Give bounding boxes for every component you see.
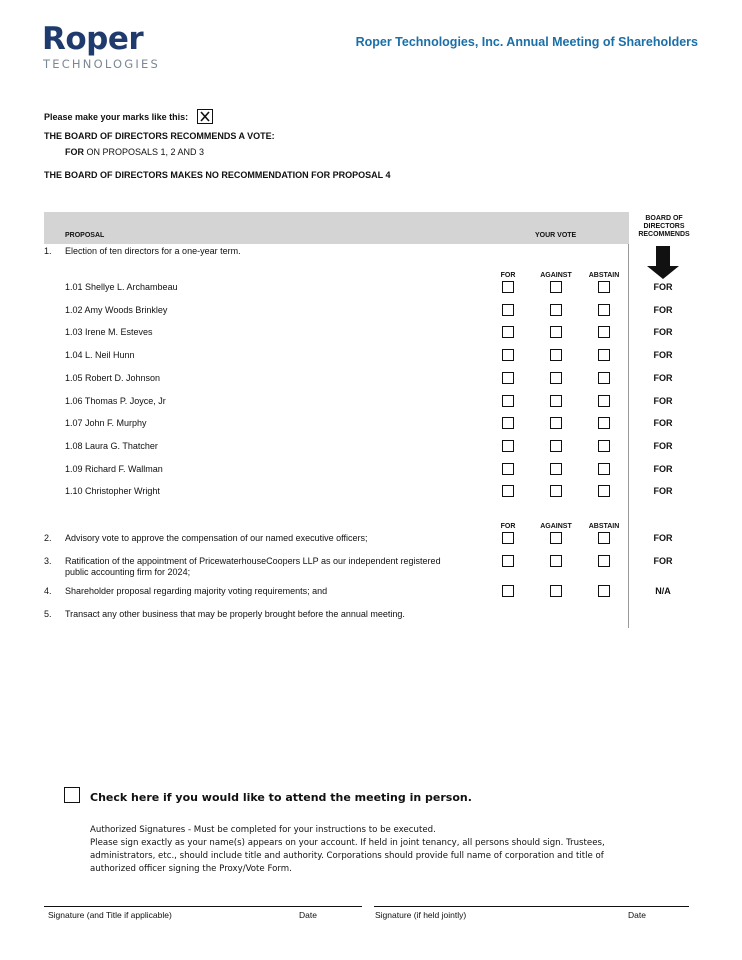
board-recommendation: FOR [653, 486, 673, 496]
vote-abstain-checkbox[interactable] [598, 463, 610, 475]
marks-instruction [44, 110, 213, 125]
for-proposals-line [65, 147, 204, 158]
director-name: 1.10 Christopher Wright [65, 486, 160, 496]
for-column-label: FOR [500, 523, 516, 530]
vote-against-checkbox[interactable] [550, 585, 562, 597]
director-name: 1.02 Amy Woods Brinkley [65, 305, 168, 315]
for-proposals-text: ON PROPOSALS 1, 2 AND 3 [84, 147, 205, 157]
vote-against-checkbox[interactable] [550, 372, 562, 384]
vote-for-checkbox[interactable] [502, 440, 514, 452]
authorization-line: authorized officer signing the Proxy/Vote Form. [90, 864, 292, 874]
vote-against-checkbox[interactable] [550, 281, 562, 293]
your-vote-column-header: YOUR VOTE [535, 232, 577, 239]
vote-against-checkbox[interactable] [550, 395, 562, 407]
vote-against-checkbox[interactable] [550, 304, 562, 316]
abstain-column-label: ABSTAIN [588, 523, 620, 530]
signature-line[interactable] [44, 906, 362, 907]
abstain-column-label: ABSTAIN [588, 272, 620, 279]
attend-meeting-label: Check here if you would like to attend the meeting in person. [90, 791, 472, 804]
vote-for-checkbox[interactable] [502, 304, 514, 316]
director-name: 1.09 Richard F. Wallman [65, 464, 163, 474]
authorization-line: Authorized Signatures - Must be completed for your instructions to be executed. [90, 825, 436, 835]
board-recommendation: FOR [653, 556, 673, 566]
board-header-line: BOARD OF [645, 215, 683, 222]
proposal-number: 5. [44, 609, 52, 619]
proposal-text: Advisory vote to approve the compensation of our named executive officers; [65, 533, 368, 543]
vote-for-checkbox[interactable] [502, 417, 514, 429]
proposal-number: 2. [44, 533, 52, 543]
board-recommendation: N/A [655, 586, 671, 596]
vote-abstain-checkbox[interactable] [598, 440, 610, 452]
vote-abstain-checkbox[interactable] [598, 372, 610, 384]
marks-label: Please make your marks like this: [44, 111, 189, 122]
vote-against-checkbox[interactable] [550, 326, 562, 338]
arrow-down-icon [646, 246, 680, 285]
vote-against-checkbox[interactable] [550, 532, 562, 544]
logo-wordmark: Roper [42, 21, 144, 57]
board-recommendation: FOR [653, 418, 673, 428]
attend-meeting-checkbox[interactable] [64, 787, 80, 803]
board-recommendation: FOR [653, 396, 673, 406]
vote-for-checkbox[interactable] [502, 395, 514, 407]
date-label: Date [628, 910, 646, 920]
vote-abstain-checkbox[interactable] [598, 281, 610, 293]
director-name: 1.03 Irene M. Esteves [65, 327, 153, 337]
director-name: 1.01 Shellye L. Archambeau [65, 282, 178, 292]
director-name: 1.07 John F. Murphy [65, 418, 147, 428]
vote-against-checkbox[interactable] [550, 463, 562, 475]
board-recommendation: FOR [653, 282, 673, 292]
logo-subtitle: TECHNOLOGIES [43, 57, 160, 71]
vote-for-checkbox[interactable] [502, 463, 514, 475]
vote-for-checkbox[interactable] [502, 555, 514, 567]
against-column-label: AGAINST [540, 523, 572, 530]
for-word: FOR [65, 147, 84, 157]
director-name: 1.08 Laura G. Thatcher [65, 441, 158, 451]
vote-against-checkbox[interactable] [550, 485, 562, 497]
board-header-line: DIRECTORS [643, 223, 685, 230]
vote-for-checkbox[interactable] [502, 485, 514, 497]
vote-for-checkbox[interactable] [502, 349, 514, 361]
vote-abstain-checkbox[interactable] [598, 555, 610, 567]
authorization-line: Please sign exactly as your name(s) appears on your account. If held in joint tenancy, all persons should sign. Trustees, [90, 838, 605, 848]
proposal-text-line: public accounting firm for 2024; [65, 567, 191, 577]
date-label: Date [299, 910, 317, 920]
vote-against-checkbox[interactable] [550, 349, 562, 361]
authorization-text [90, 824, 650, 876]
vote-for-checkbox[interactable] [502, 326, 514, 338]
board-recommends-header [634, 215, 694, 239]
board-recommendation: FOR [653, 533, 673, 543]
proposal-text: Transact any other business that may be properly brought before the annual meeting. [65, 609, 405, 619]
vote-for-checkbox[interactable] [502, 532, 514, 544]
proposal-number: 3. [44, 556, 52, 566]
director-name: 1.05 Robert D. Johnson [65, 373, 161, 383]
board-recommendation: FOR [653, 464, 673, 474]
proposal-column-header: PROPOSAL [65, 232, 105, 239]
joint-signature-line[interactable] [374, 906, 689, 907]
proposal-number: 4. [44, 586, 52, 596]
board-header-line: RECOMMENDS [638, 231, 690, 238]
vote-abstain-checkbox[interactable] [598, 532, 610, 544]
proposal-text: Election of ten directors for a one-year term. [65, 246, 241, 256]
proposal-text-line: Ratification of the appointment of PricewaterhouseCoopers LLP as our independent registered [65, 556, 441, 566]
vote-abstain-checkbox[interactable] [598, 417, 610, 429]
example-mark-icon [197, 109, 213, 124]
vote-abstain-checkbox[interactable] [598, 349, 610, 361]
page-title: Roper Technologies, Inc. Annual Meeting of Shareholders [355, 35, 698, 49]
for-column-label: FOR [500, 272, 516, 279]
vote-against-checkbox[interactable] [550, 440, 562, 452]
vote-against-checkbox[interactable] [550, 555, 562, 567]
vote-abstain-checkbox[interactable] [598, 585, 610, 597]
authorization-line: administrators, etc., should include title and authority. Corporations should provide full name of corporation and title of [90, 851, 604, 861]
vote-abstain-checkbox[interactable] [598, 395, 610, 407]
vote-abstain-checkbox[interactable] [598, 304, 610, 316]
vote-abstain-checkbox[interactable] [598, 326, 610, 338]
column-divider [628, 244, 629, 628]
signature-label: Signature (and Title if applicable) [48, 910, 172, 920]
vote-for-checkbox[interactable] [502, 372, 514, 384]
director-name: 1.04 L. Neil Hunn [65, 350, 135, 360]
board-recommends-heading: THE BOARD OF DIRECTORS RECOMMENDS A VOTE: [44, 131, 275, 141]
proposal-number: 1. [44, 246, 52, 256]
board-recommendation: FOR [653, 373, 673, 383]
board-recommendation: FOR [653, 305, 673, 315]
vote-for-checkbox[interactable] [502, 281, 514, 293]
proposal-text: Shareholder proposal regarding majority voting requirements; and [65, 586, 328, 596]
no-recommendation-heading: THE BOARD OF DIRECTORS MAKES NO RECOMMENDATION FOR PROPOSAL 4 [44, 170, 391, 180]
director-name: 1.06 Thomas P. Joyce, Jr [65, 396, 166, 406]
vote-for-checkbox[interactable] [502, 585, 514, 597]
vote-abstain-checkbox[interactable] [598, 485, 610, 497]
against-column-label: AGAINST [540, 272, 572, 279]
joint-signature-label: Signature (if held jointly) [375, 910, 467, 920]
board-recommendation: FOR [653, 350, 673, 360]
board-recommendation: FOR [653, 327, 673, 337]
vote-against-checkbox[interactable] [550, 417, 562, 429]
board-recommendation: FOR [653, 441, 673, 451]
